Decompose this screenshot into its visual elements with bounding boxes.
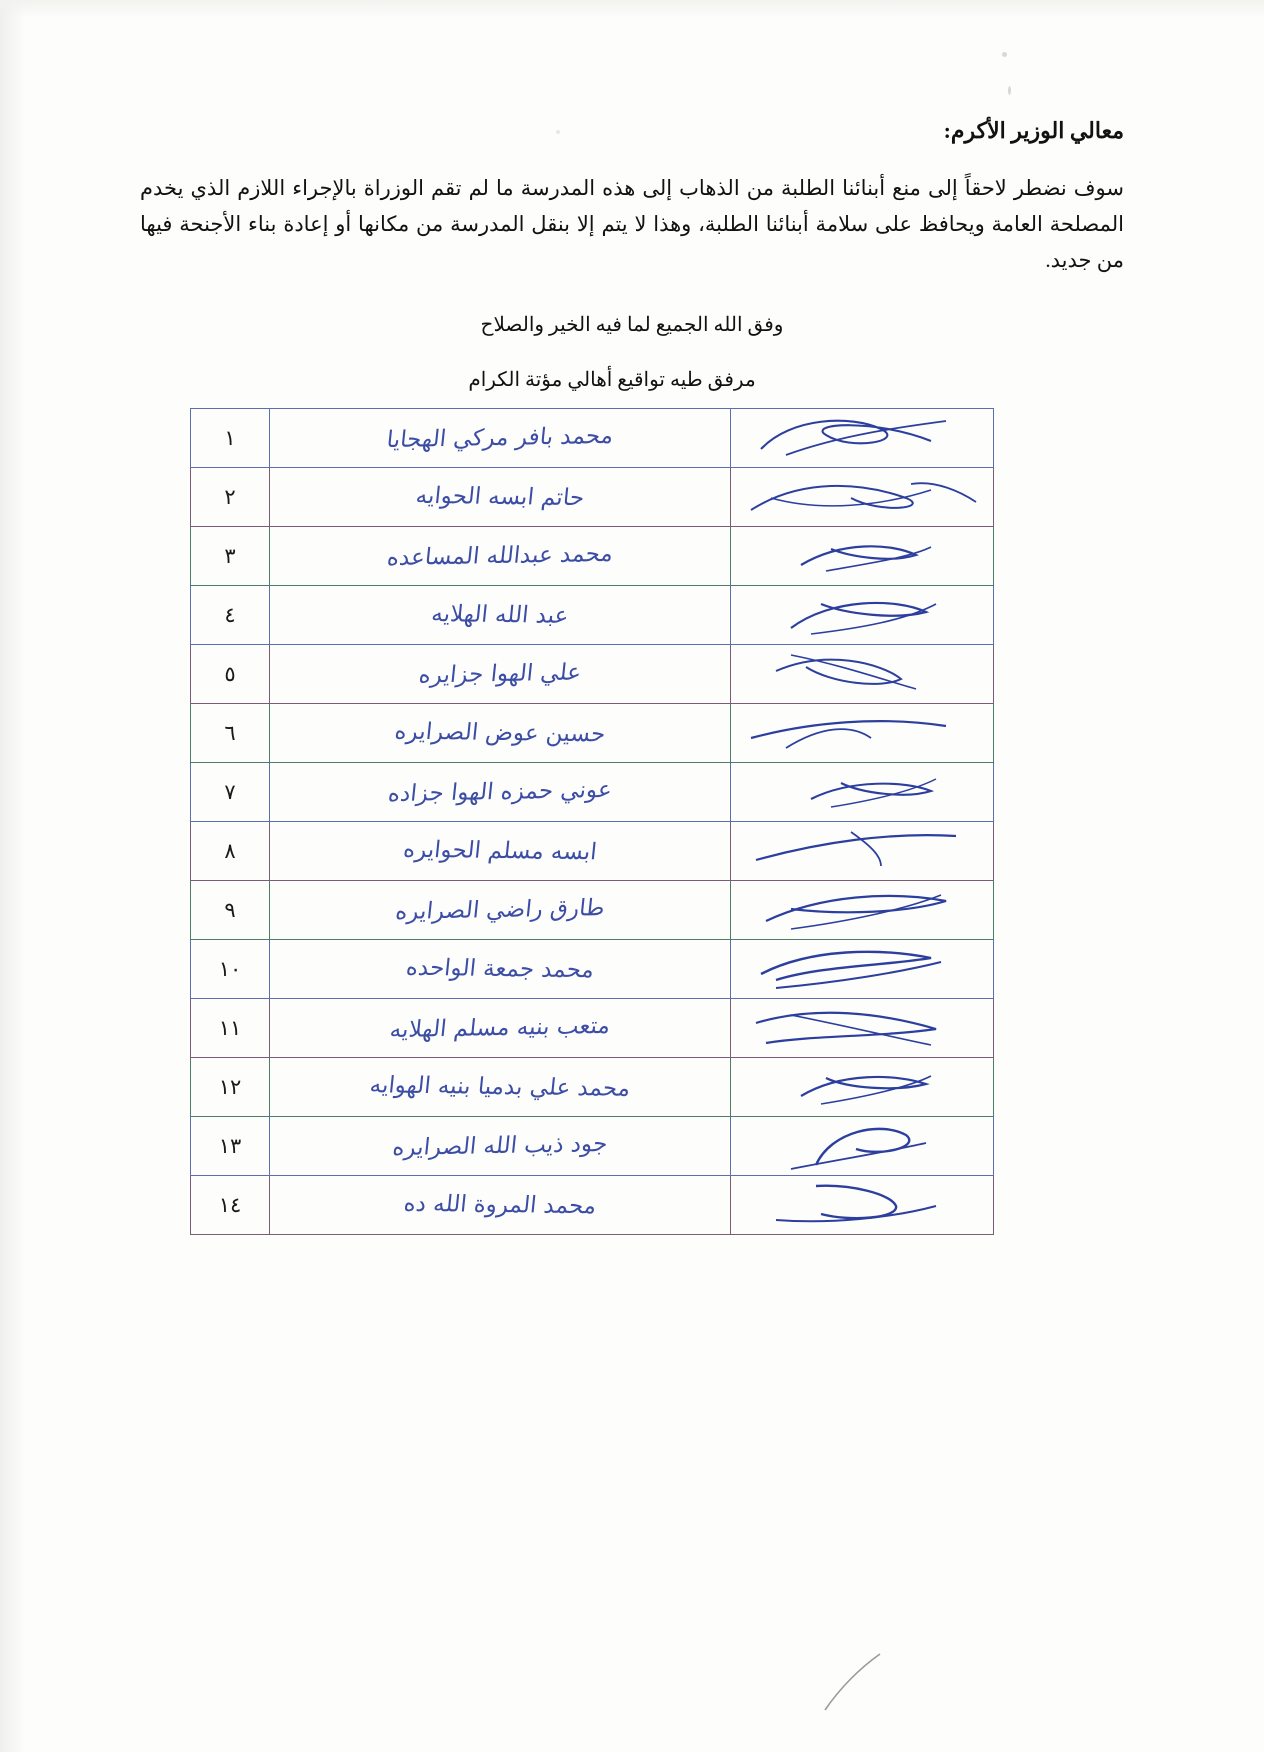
signature-cell — [731, 1058, 994, 1117]
signature-mark — [731, 1117, 993, 1175]
signer-name: محمد عبدالله المساعده — [385, 541, 615, 572]
signer-name-cell — [270, 468, 731, 527]
signature-cell — [731, 704, 994, 763]
table-row — [191, 999, 994, 1058]
signature-cell — [731, 527, 994, 586]
signer-name: ابسه مسلم الحوايره — [401, 836, 599, 866]
table-row — [191, 586, 994, 645]
row-number: ٣ — [191, 527, 270, 586]
signature-cell — [731, 468, 994, 527]
signature-cell — [731, 586, 994, 645]
table-row — [191, 527, 994, 586]
row-number: ٦ — [191, 704, 270, 763]
signature-mark — [731, 586, 993, 644]
scan-speck — [1008, 86, 1011, 95]
row-number: ١١ — [191, 999, 270, 1058]
signer-name-cell — [270, 409, 731, 468]
row-number: ١٠ — [191, 940, 270, 999]
table-row — [191, 409, 994, 468]
attachment-note: مرفق طيه تواقيع أهالي مؤتة الكرام — [468, 369, 756, 392]
row-number: ٨ — [191, 822, 270, 881]
signature-cell — [731, 822, 994, 881]
table-row — [191, 822, 994, 881]
signature-cell — [731, 1117, 994, 1176]
signature-mark — [731, 940, 993, 998]
scan-speck — [1002, 52, 1007, 57]
signer-name: علي الهوا جزايره — [417, 659, 583, 689]
signer-name: حاتم ابسه الحوايه — [414, 483, 586, 512]
signature-cell — [731, 763, 994, 822]
signature-mark — [731, 468, 993, 526]
row-number: ١ — [191, 409, 270, 468]
signer-name-cell — [270, 1176, 731, 1235]
scan-edge-shadow — [0, 0, 26, 1752]
signature-mark — [731, 1176, 993, 1234]
signer-name: طارق راضي الصرايره — [394, 895, 606, 926]
signer-name: متعب بنيه مسلم الهلايه — [388, 1013, 612, 1044]
signer-name-cell — [270, 586, 731, 645]
row-number: ٩ — [191, 881, 270, 940]
signer-name-cell — [270, 822, 731, 881]
signer-name-cell — [270, 763, 731, 822]
signer-name-cell — [270, 1117, 731, 1176]
signature-mark — [731, 645, 993, 703]
table-row — [191, 704, 994, 763]
table-row — [191, 763, 994, 822]
signature-mark — [731, 763, 993, 821]
row-number: ١٢ — [191, 1058, 270, 1117]
signer-name-cell — [270, 940, 731, 999]
signer-name: محمد جمعة الواحده — [404, 955, 596, 984]
signature-mark — [731, 1058, 993, 1116]
signer-name: محمد بافر مركي الهجايا — [385, 423, 615, 454]
signature-mark — [731, 704, 993, 762]
signer-name-cell — [270, 1058, 731, 1117]
signer-name: عبد الله الهلايه — [430, 601, 570, 630]
document-body — [140, 118, 1124, 1235]
signature-mark — [731, 527, 993, 585]
signer-name: جود ذيب الله الصرايره — [391, 1131, 609, 1162]
signer-name: عوني حمزه الهوا جزاده — [386, 777, 614, 808]
row-number: ٧ — [191, 763, 270, 822]
table-row — [191, 1058, 994, 1117]
table-row — [191, 1176, 994, 1235]
row-number: ١٣ — [191, 1117, 270, 1176]
table-row — [191, 468, 994, 527]
signature-table-body — [191, 409, 994, 1235]
row-number: ٢ — [191, 468, 270, 527]
signer-name: حسين عوض الصرايره — [393, 718, 607, 748]
row-number: ٥ — [191, 645, 270, 704]
signature-cell — [731, 881, 994, 940]
signer-name-cell — [270, 881, 731, 940]
row-number: ١٤ — [191, 1176, 270, 1235]
closing-line: وفق الله الجميع لما فيه الخير والصلاح — [480, 314, 784, 337]
signature-cell — [731, 409, 994, 468]
signer-name: محمد علي بدميا بنيه الهوايه — [368, 1072, 632, 1103]
signer-name-cell — [270, 999, 731, 1058]
table-row — [191, 645, 994, 704]
table-row — [191, 1117, 994, 1176]
signature-cell — [731, 1176, 994, 1235]
table-row — [191, 881, 994, 940]
signature-cell — [731, 940, 994, 999]
row-number: ٤ — [191, 586, 270, 645]
signer-name-cell — [270, 527, 731, 586]
signature-cell — [731, 645, 994, 704]
signature-mark — [731, 881, 993, 939]
signature-mark — [731, 822, 993, 880]
signer-name: محمد المروة الله ده — [402, 1190, 598, 1220]
signature-mark — [731, 409, 993, 467]
salutation: معالي الوزير الأكرم: — [943, 118, 1124, 143]
signature-cell — [731, 999, 994, 1058]
table-row — [191, 940, 994, 999]
body-paragraph: سوف نضطر لاحقاً إلى منع أبنائنا الطلبة من الذهاب إلى هذه المدرسة ما لم تقم الوزراة بالإجراء اللازم الذي يخدم المصلحة العامة ويحافظ على سلامة أبنائنا الطلبة، وهذا لا يتم إلا بنقل المدرسة من مكانها أو إعادة بناء الأجنحة فيها من جديد. — [140, 176, 1124, 273]
signature-mark — [731, 999, 993, 1057]
signer-name-cell — [270, 645, 731, 704]
scan-edge-shadow-top — [0, 0, 1264, 18]
stray-pen-mark — [820, 1652, 890, 1712]
signer-name-cell — [270, 704, 731, 763]
signature-table — [190, 408, 994, 1235]
